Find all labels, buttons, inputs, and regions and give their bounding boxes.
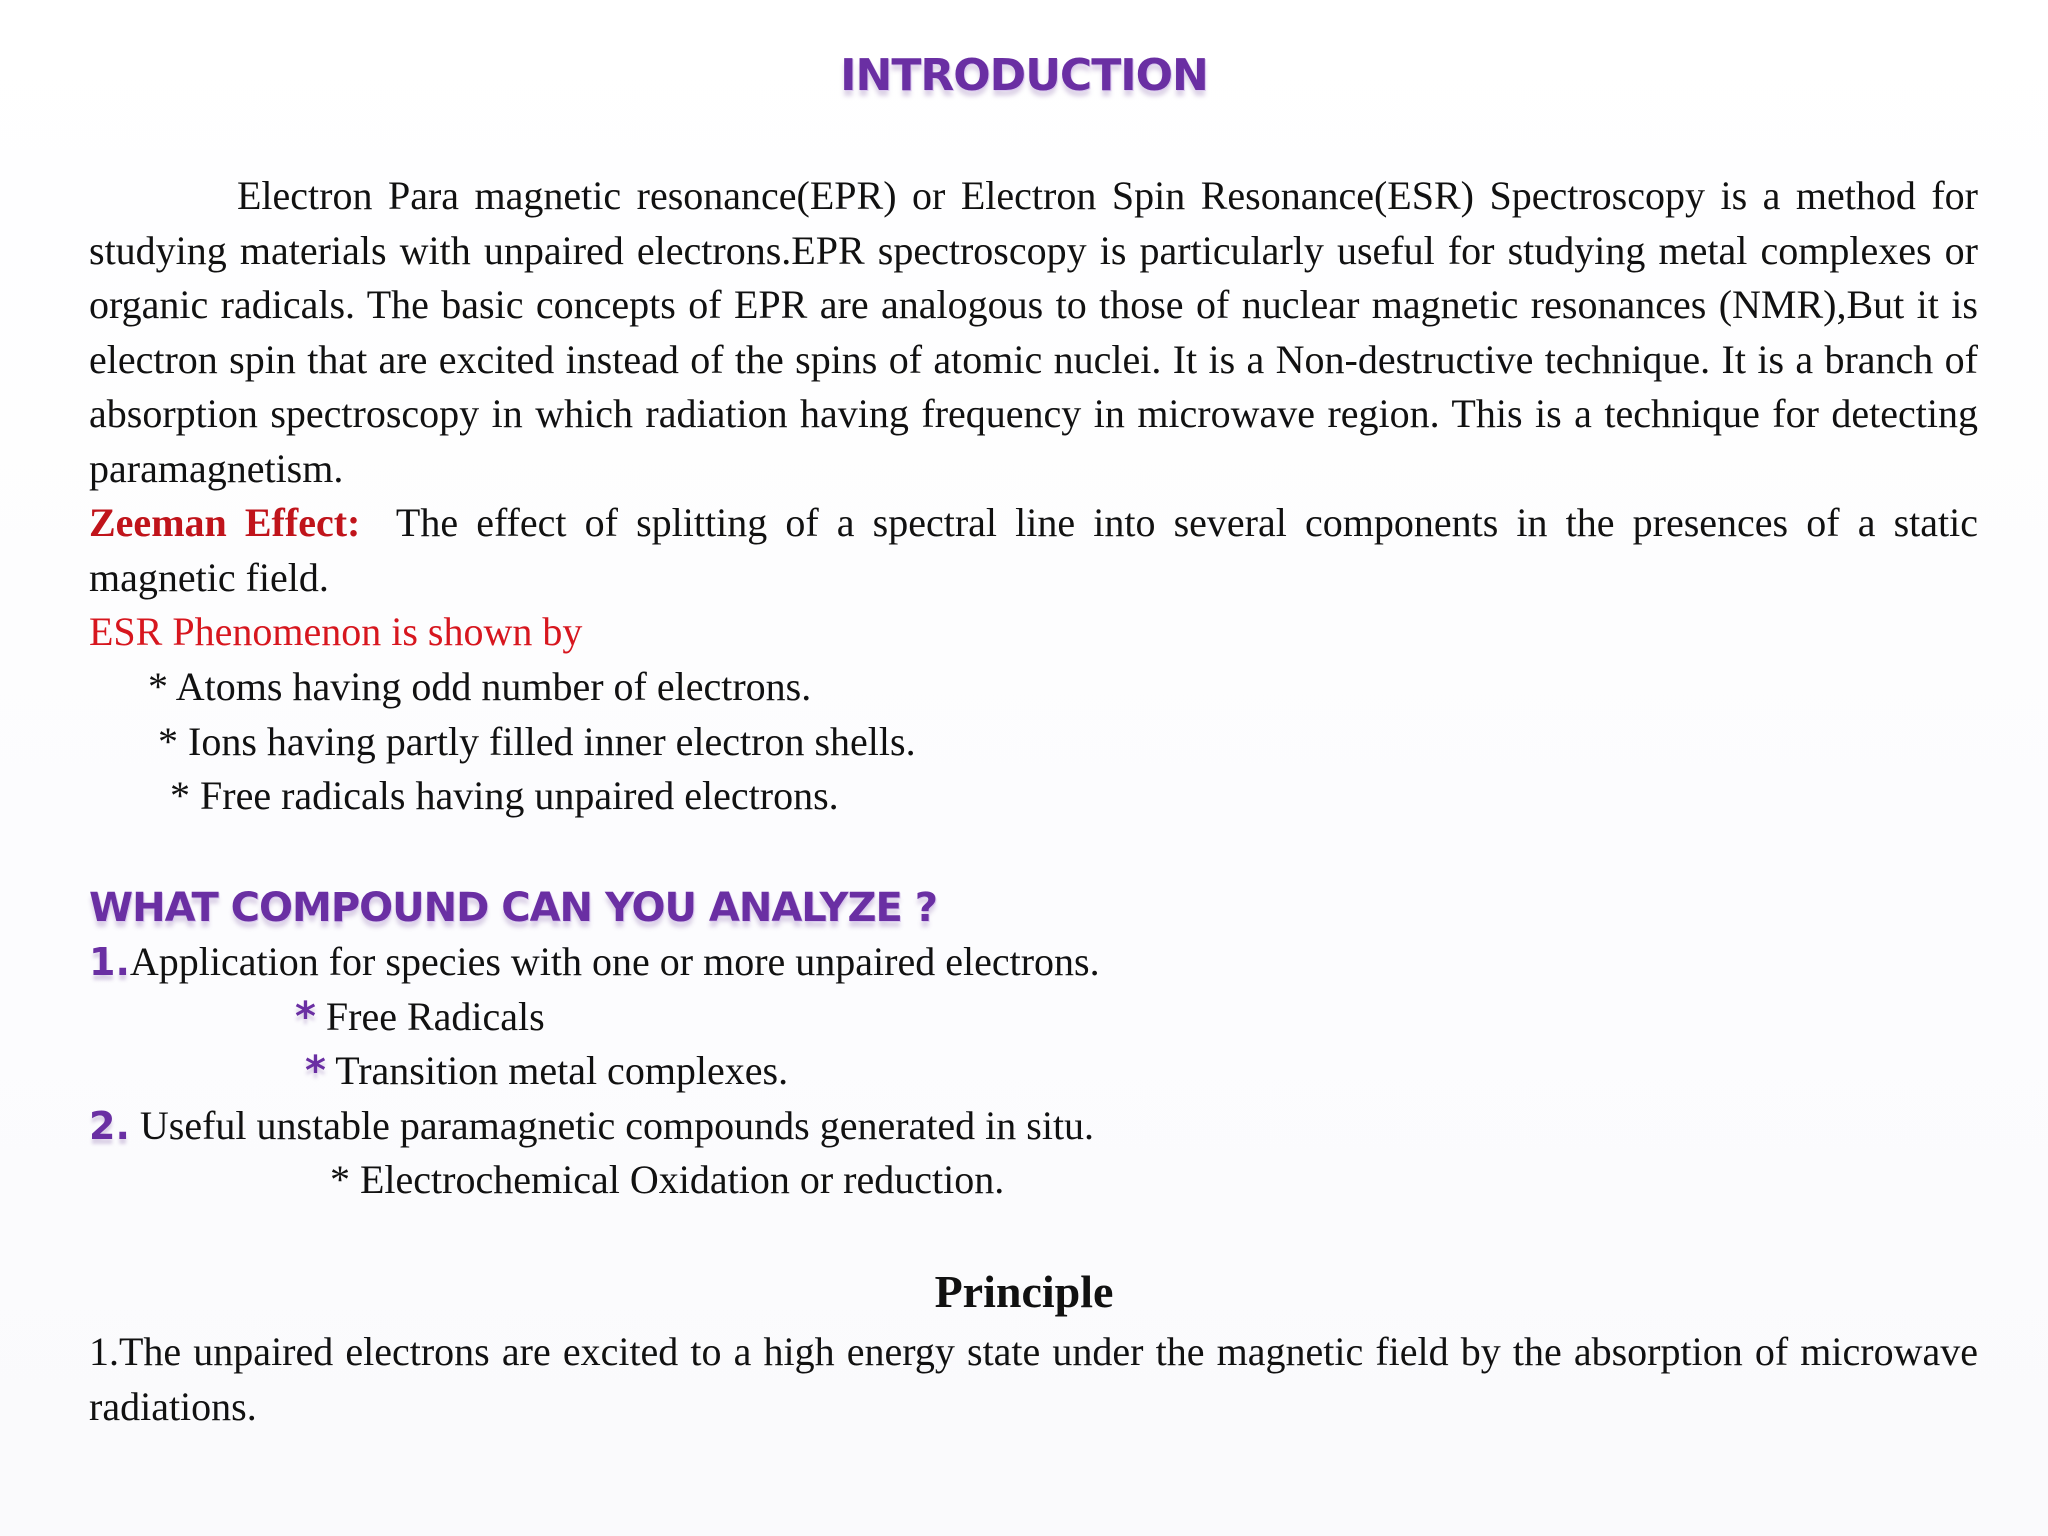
zeeman-effect-definition xyxy=(89,496,1978,605)
zeeman-effect-label: Zeeman Effect: xyxy=(89,500,361,545)
subitem-text: Free Radicals xyxy=(325,994,545,1039)
compound-subitem-electrochemical: * Electrochemical Oxidation or reduction. xyxy=(330,1157,1005,1202)
introduction-heading: INTRODUCTION xyxy=(840,50,1208,101)
compound-item-2 xyxy=(89,1099,1094,1154)
esr-phenomenon-heading: ESR Phenomenon is shown by xyxy=(89,609,583,654)
introduction-text: Electron Para magnetic resonance(EPR) or Electron Spin Resonance(ESR) Spectroscopy is a method for studying materials with unpaired electrons.EPR spectroscopy is particularly useful for studying metal complexes or organic radicals. The basic concepts of EPR are analogous to those of nuclear magnetic resonances (NMR),But it is electron spin that are excited instead of the spins of atomic nuclei. It is a Non-destructive technique. It is a branch of absorption spectroscopy in which radiation having frequency in microwave region. This is a technique for detecting paramagnetism. xyxy=(89,173,1978,491)
compound-item-1-text: Application for species with one or more unpaired electrons. xyxy=(129,939,1100,984)
item-number-1: 1. xyxy=(89,940,130,984)
zeeman-effect-text: The effect of splitting of a spectral line into several components in the presences of a static magnetic field. xyxy=(89,500,1978,600)
subitem-text: Transition metal complexes. xyxy=(335,1048,789,1093)
item-number-2: 2. xyxy=(89,1104,130,1148)
compound-subitem-transition-metal xyxy=(305,1044,788,1099)
esr-item-partly-filled-shells: * Ions having partly filled inner electron shells. xyxy=(158,719,916,764)
introduction-paragraph xyxy=(89,169,1978,496)
compound-analysis-heading: WHAT COMPOUND CAN YOU ANALYZE ? xyxy=(89,885,937,931)
compound-item-1 xyxy=(89,935,1100,990)
compound-subitem-free-radicals xyxy=(295,990,545,1045)
esr-item-odd-electrons: * Atoms having odd number of electrons. xyxy=(148,664,812,709)
star-bullet-icon: * xyxy=(295,994,316,1040)
compound-item-2-text: Useful unstable paramagnetic compounds generated in situ. xyxy=(139,1103,1095,1148)
star-bullet-icon: * xyxy=(305,1048,326,1094)
principle-heading: Principle xyxy=(934,1266,1114,1317)
esr-item-free-radicals: * Free radicals having unpaired electrons. xyxy=(170,773,839,818)
principle-text: 1.The unpaired electrons are excited to a high energy state under the magnetic field by the absorption of microwave radiations. xyxy=(89,1329,1978,1429)
